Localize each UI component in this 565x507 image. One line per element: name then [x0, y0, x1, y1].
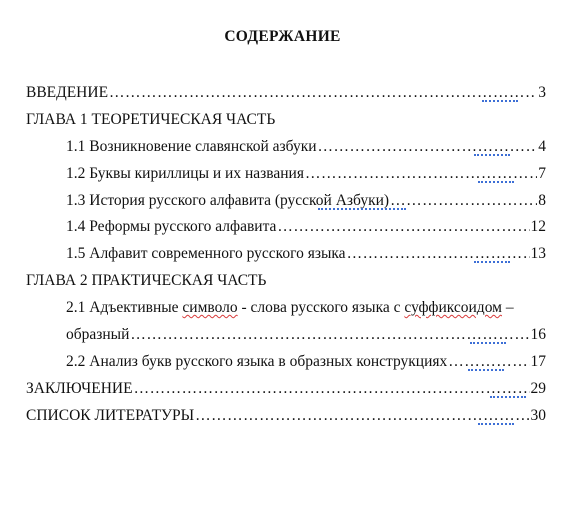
toc-entry-label: 1.4 Реформы русского алфавита [66, 218, 277, 235]
toc-entry-label-part: - слова русского языка с [237, 299, 405, 316]
toc-entry-page: 17 [530, 353, 546, 370]
toc-entry-label-continuation: образный [66, 326, 130, 343]
toc-entry-1-2 [66, 165, 546, 183]
toc-entry-page: 3 [538, 84, 546, 101]
toc-title: СОДЕРЖАНИЕ [224, 28, 341, 45]
spellcheck-underline [490, 396, 526, 398]
toc-entry-2-1-line1 [66, 299, 514, 317]
toc-entry-label-part: – [501, 299, 514, 316]
spellcheck-underline [478, 181, 514, 183]
spellcheck-underline [474, 154, 510, 156]
toc-entry-label: ВВЕДЕНИЕ [26, 84, 109, 101]
spellcheck-underline [318, 208, 406, 210]
toc-entry-page: 16 [530, 326, 546, 343]
spellcheck-underline [468, 369, 504, 371]
toc-entry-page: 4 [538, 138, 546, 155]
toc-entry-label: СПИСОК ЛИТЕРАТУРЫ [26, 407, 195, 424]
toc-entry-page: 30 [530, 407, 546, 424]
toc-entry-references [26, 407, 546, 425]
toc-entry-label-part: 2.1 Адъективные [66, 299, 183, 316]
toc-entry-label: 2.2 Анализ букв русского языка в образных конструкциях [66, 353, 448, 370]
toc-entry-page: 13 [530, 245, 546, 262]
toc-entry-1-4 [66, 218, 546, 236]
toc-entry-page: 7 [538, 165, 546, 182]
toc-entry-1-3 [66, 192, 546, 210]
spellcheck-underline [470, 342, 506, 344]
dot-leader [277, 218, 529, 236]
toc-entry-label: 1.1 Возникновение славянской азбуки [66, 138, 317, 155]
toc-entry-label: ЗАКЛЮЧЕНИЕ [26, 380, 133, 397]
dot-leader [134, 380, 530, 398]
toc-entry-label: 1.3 История русского алфавита (русской Азбуки) [66, 192, 390, 209]
toc-entry-label: 1.2 Буквы кириллицы и их названия [66, 165, 304, 182]
toc-entry-introduction [26, 84, 546, 102]
spellcheck-underline [474, 261, 510, 263]
dot-leader [390, 192, 537, 210]
misspelled-word: символо [182, 299, 238, 316]
dot-leader [109, 84, 537, 102]
toc-entry-conclusion [26, 380, 546, 398]
toc-entry-page: 8 [538, 192, 546, 209]
toc-chapter-2: ГЛАВА 2 ПРАКТИЧЕСКАЯ ЧАСТЬ [26, 272, 267, 289]
spellcheck-underline [478, 423, 514, 425]
toc-chapter-1: ГЛАВА 1 ТЕОРЕТИЧЕСКАЯ ЧАСТЬ [26, 111, 276, 128]
toc-entry-page: 29 [530, 380, 546, 397]
spellcheck-underline [482, 100, 518, 102]
toc-entry-page: 12 [530, 218, 546, 235]
toc-entry-label: 1.5 Алфавит современного русского языка [66, 245, 346, 262]
misspelled-word: суффиксоидом [404, 299, 502, 316]
